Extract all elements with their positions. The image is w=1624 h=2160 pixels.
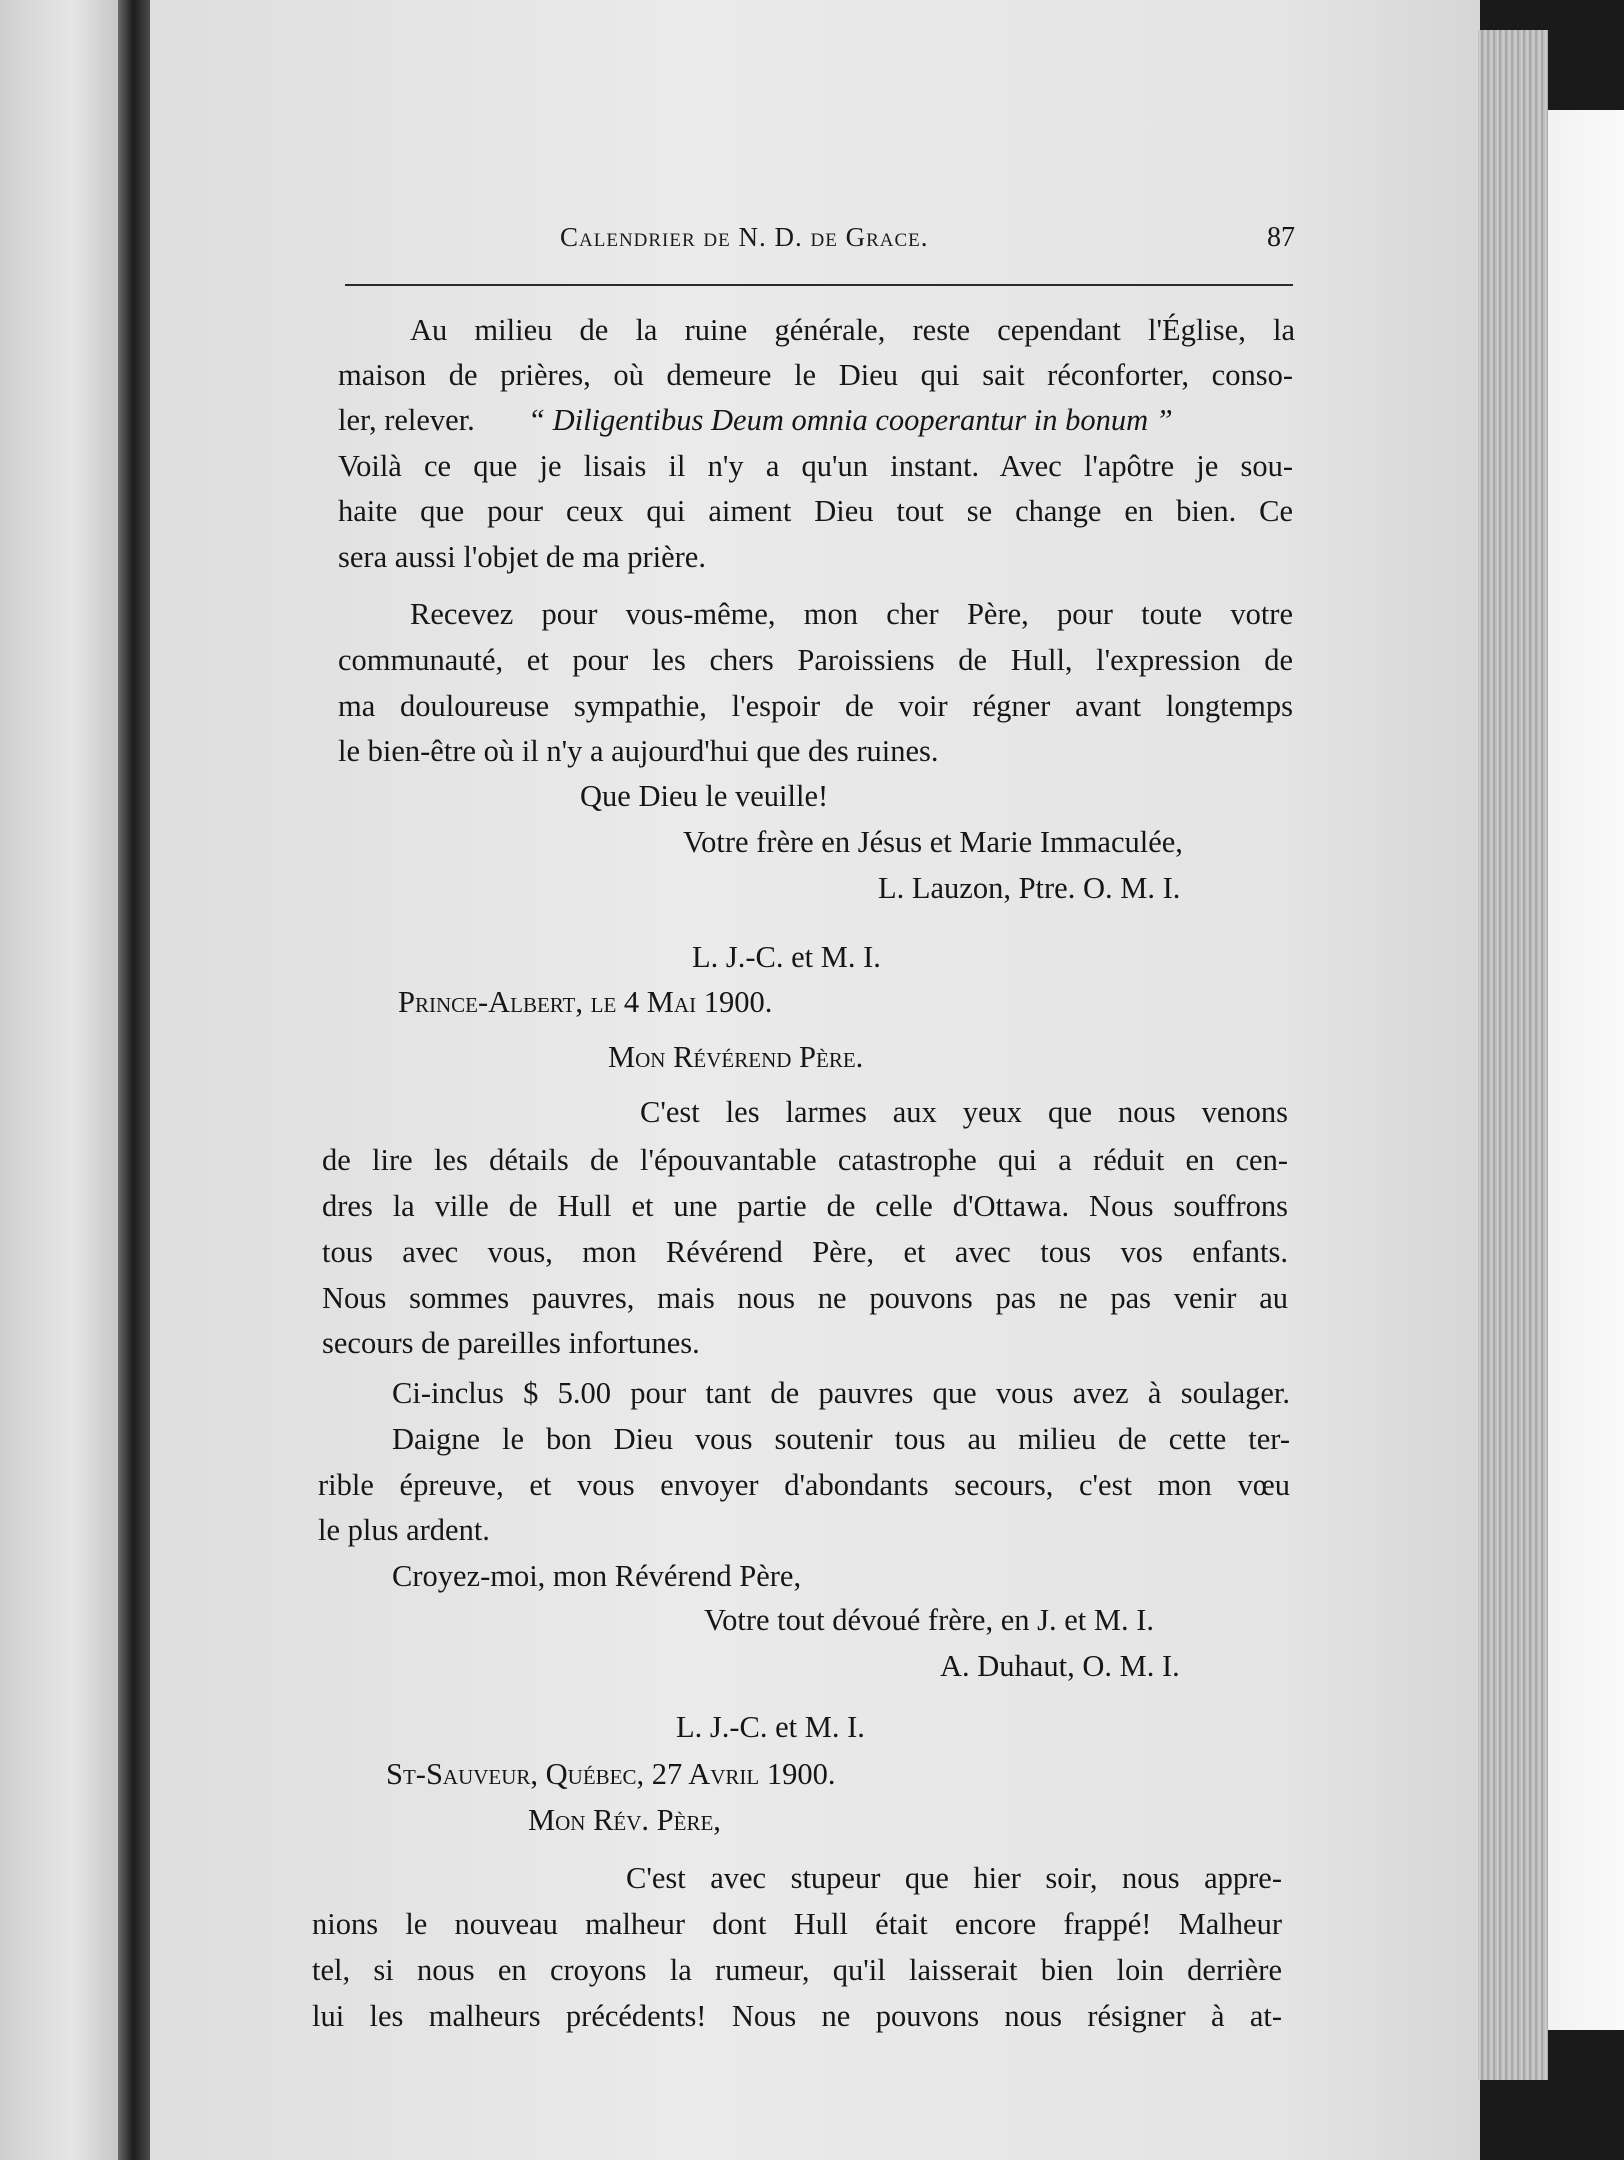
text-line: C'est les larmes aux yeux que nous venons [640, 1095, 1288, 1129]
letter-heading: L. J.-C. et M. I. [692, 940, 881, 974]
running-header [345, 222, 1305, 282]
text-line: nions le nouveau malheur dont Hull était encore frappé! Malheur [312, 1907, 1282, 1941]
running-title: Calendrier de N. D. de Grace. [560, 222, 929, 252]
text-line: Au milieu de la ruine générale, reste cependant l'Église, la [410, 313, 1295, 347]
page-number: 87 [1267, 222, 1295, 253]
scanner-margin [1548, 110, 1624, 2030]
text-line: Recevez pour vous-même, mon cher Père, pour toute votre [410, 597, 1293, 631]
text-line: Nous sommes pauvres, mais nous ne pouvons pas ne pas venir au [322, 1281, 1288, 1315]
latin-quotation: “ Diligentibus Deum omnia cooperantur in bonum ” [528, 403, 1173, 437]
closing-line: Croyez-moi, mon Révérend Père, [392, 1559, 802, 1593]
text-line: le plus ardent. [318, 1513, 490, 1547]
text-line: Ci-inclus $ 5.00 pour tant de pauvres que vous avez à soulager. [392, 1376, 1290, 1410]
facing-page-edge [0, 0, 132, 2160]
letter-salutation: Mon Révérend Père. [608, 1040, 864, 1074]
book-gutter [118, 0, 152, 2160]
closing-line: Votre tout dévoué frère, en J. et M. I. [704, 1603, 1155, 1637]
text-line: haite que pour ceux qui aiment Dieu tout se change en bien. Ce [338, 494, 1293, 528]
text-line: rible épreuve, et vous envoyer d'abondants secours, c'est mon vœu [318, 1468, 1290, 1502]
text-line: C'est avec stupeur que hier soir, nous appre- [626, 1861, 1282, 1895]
text-line: sera aussi l'objet de ma prière. [338, 540, 706, 574]
letter-place-date: Prince-Albert, le 4 Mai 1900. [398, 985, 773, 1019]
text-line: lui les malheurs précédents! Nous ne pouvons nous résigner à at- [312, 1999, 1282, 2033]
letter-salutation: Mon Rév. Père, [528, 1803, 721, 1837]
closing-line: Que Dieu le veuille! [580, 779, 829, 813]
text-line: dres la ville de Hull et une partie de celle d'Ottawa. Nous souffrons [322, 1189, 1288, 1223]
letter-place-date: St-Sauveur, Québec, 27 Avril 1900. [386, 1757, 836, 1791]
text-line: communauté, et pour les chers Paroissiens de Hull, l'expression de [338, 643, 1293, 677]
signature-line: L. Lauzon, Ptre. O. M. I. [878, 871, 1181, 905]
text-line: Voilà ce que je lisais il n'y a qu'un instant. Avec l'apôtre je sou- [338, 449, 1293, 483]
signature-line: A. Duhaut, O. M. I. [940, 1649, 1180, 1683]
header-rule [345, 284, 1293, 286]
letter-heading: L. J.-C. et M. I. [676, 1710, 865, 1744]
text-line: de lire les détails de l'épouvantable catastrophe qui a réduit en cen- [322, 1143, 1288, 1177]
page-stack-edge [1478, 30, 1548, 2080]
text-line: ma douloureuse sympathie, l'espoir de voir régner avant longtemps [338, 689, 1293, 723]
text-line: maison de prières, où demeure le Dieu qui sait réconforter, conso- [338, 358, 1293, 392]
text-line: ler, relever. [338, 403, 475, 437]
closing-line: Votre frère en Jésus et Marie Immaculée, [683, 825, 1183, 859]
text-line: tous avec vous, mon Révérend Père, et avec tous vos enfants. [322, 1235, 1288, 1269]
text-line: secours de pareilles infortunes. [322, 1326, 700, 1360]
text-line: Daigne le bon Dieu vous soutenir tous au milieu de cette ter- [392, 1422, 1290, 1456]
text-line: tel, si nous en croyons la rumeur, qu'il laisserait bien loin derrière [312, 1953, 1282, 1987]
text-line: le bien-être où il n'y a aujourd'hui que des ruines. [338, 734, 939, 768]
